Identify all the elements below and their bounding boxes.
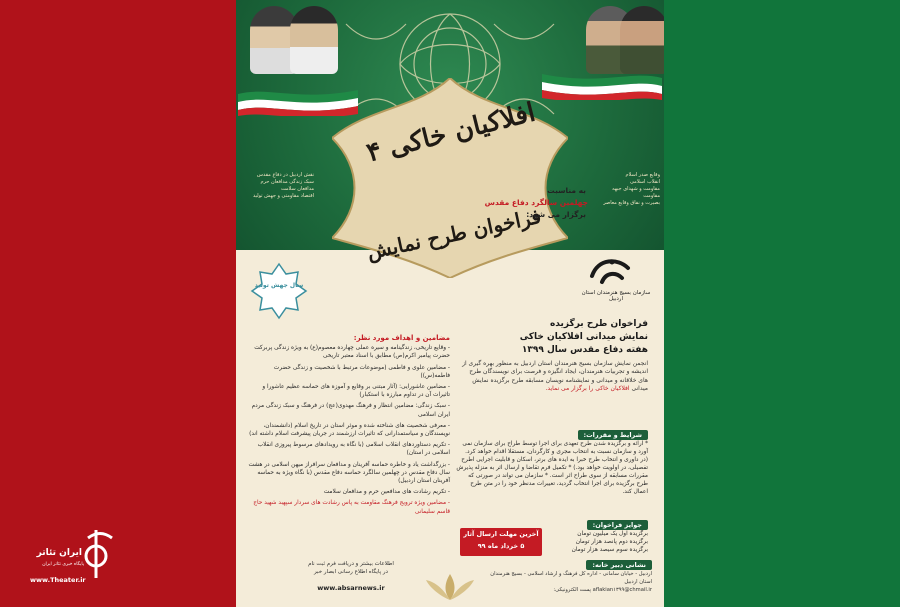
secretariat-email-row [476,586,652,594]
call-title-line: هفته دفاع مقدس سال ۱۳۹۹ [521,345,648,355]
secretariat-address: اردبیل - خیابان سامانی - اداره کل فرهنگ و ارشاد اسلامی - بسیج هنرمندان استان اردبیل [490,571,652,585]
side-topic: بصیرت و نفاق وقایع معاصر [603,200,660,206]
topic-item: - تکریم رشادت های مدافعین حرم و مدافعان سلامت [323,489,450,496]
prize-line: برگزیده اول یک میلیون تومان [577,531,648,537]
side-topic: مقاومت و شهدای جبهه [612,186,660,192]
prizes-tag: جوایز فراخوان: [587,520,648,530]
deadline-box [460,528,542,556]
conditions-tag: شرایط و مقررات: [578,430,648,440]
footer-info [276,560,426,576]
topics-title: مضامین و اهداف مورد نظر: [353,334,450,342]
watermark-sub: پایگاه خبری تئاتر ایران [42,562,84,567]
poster [236,0,664,607]
topic-item: - مضامین عاشورایی: (آثار مبتنی بر وقایع و آموزه های حماسه عظیم عاشورا و تاثیرات آن در تداوم مبارزه با استکبار) [262,384,450,399]
footer-website-link[interactable]: www.absarnews.ir [317,584,385,592]
occasion-label: به مناسبت [547,186,586,195]
topic-item-highlight: - مضامین ویژه ترویج فرهنگ مقاومت به پاس رشادت های سردار سپهبد شهید حاج قاسم سلیمانی [253,500,450,515]
side-topic: وقایع صدر اسلام [625,172,660,178]
occasion-held: برگزار می شود: [526,210,586,219]
side-topics-left [240,172,314,222]
secretariat-email[interactable]: aflakian۱۳۹۹@chmail.ir [592,587,652,593]
portrait-4 [620,6,664,74]
flag-red-band [0,0,236,607]
poster-title-sub: فراخوان طرح نمایش [364,203,544,265]
call-title [456,318,648,357]
intro-text-red: افلاکیان خاکی را برگزار می نماید. [545,385,630,393]
flag-green-band [664,0,900,607]
secretariat-email-label: پست الکترونیکی: [553,587,591,593]
prize-line: برگزیده سوم سیصد هزار تومان [571,547,648,553]
conditions-text: * ارائه و برگزیده شدن طرح تعهدی برای اجرا توسط طراح برای سازمان نمی آورد و سازمان نسبت به انتخاب مجری و کارگردان، مستقلا اقدام خواهد کرد. (در داوری و انتخاب طرح خبرا به ایده های برتر، اسکان و قابلیت اجرایی اطرح تفصیلی، در اولویت خواهد بود.) * تکمیل فرم تقاضا و ارسال اثر به منزله پذیرش مقررات مسابقه از سوی طراح اثر است. * سازمان می تواند در صورتی که طرح برگزیده برای اجرا انتخاب گردید، تغییرات مدنظر خود را در متن طرح اعمال کند. [456,441,648,495]
watermark-url[interactable]: www.Theater.ir [30,576,86,584]
portrait-2 [290,6,338,74]
call-title-line: نمایش میدانی افلاکیان خاکی [519,332,648,342]
lotus-ornament-icon [422,570,478,604]
side-topic: مقاومت [643,193,660,199]
prize-line: برگزیده دوم پانصد هزار تومان [575,539,648,545]
poster-title-main: افلاکیان خاکی ۴ [363,97,539,169]
organization-name: سازمان بسیج هنرمندان استان اردبیل [581,290,651,302]
side-topic: سبک زندگی مدافعان حرم [260,179,314,185]
secretariat-section [476,560,652,594]
side-topic: مدافعان سلامت [280,186,314,192]
intro-paragraph [462,360,648,394]
secretariat-tag: نشانی دبیر خانه: [586,560,652,570]
side-topic: انقلاب اسلامی [630,179,660,185]
deadline-date: ۵ خرداد ماه ۹۹ [477,542,525,550]
topic-item: - تکریم دستاوردهای انقلاب اسلامی (با نگاه به رویدادهای مرسوط پیروزی انقلاب اسلامی در استان) [257,442,450,457]
badge-text: سال جهش تولید [254,282,304,289]
production-year-badge-icon [250,262,308,320]
topic-item: - مضامین علوی و فاطمی (موضوعات مرتبط با شخصیت و زندگی حضرت فاطمه(س)) [273,364,450,379]
topics-section [248,334,450,519]
intro-text: انجمن نمایش سازمان بسیج هنرمندان استان اردبیل به منظور بهره گیری از اندیشه و تجربیات هنرمندان، ایجاد انگیزه و فرصت برای نویسندگان طرح های خلاقانه و میدانی و نمایشنامه نویسان مسابقه طرح برگزیده نمایش میدانی [462,360,648,393]
watermark-name: ایران تئاتر [36,548,82,558]
topic-item: - معرفی شخصیت های شناخته شده و موثر استان در تاریخ اسلام (دانشمندان، نویسندگان و سیاستمدارانی که تاثیرات ارزشمند در جریان پیشرفت اسلام داشته اند) [249,422,450,438]
deadline-title: آخرین مهلت ارسال آثار [463,530,539,538]
side-topic: نقش اردبیل در دفاع مقدس [256,172,314,178]
prizes-section [554,520,648,554]
occasion-anniversary: چهلمین سالگرد دفاع مقدس [484,198,588,207]
topic-item: - وقایع تاریخی، زندگینامه و سیره عملی چهارده معصوم(ع) به ویژه زندگی پربرکت حضرت پیامبر اکرم(ص) مطابق با اسناد معتبر تاریخی [254,345,450,360]
topic-item: - بزرگداشت یاد و خاطره حماسه آفرینان و مدافعان سرافراز میهن اسلامی در هشت سال دفاع مقدس در چهلمین سالگرد حماسه دفاع مقدس (با نگاه ویژه به حماسه آفرینان استان اردبیل) [248,461,450,485]
footer-info-line: اطلاعات بیشتر و دریافت فرم ثبت نام [308,561,394,567]
conditions-section [456,430,648,496]
footer-info-line: در پایگاه اطلاع رسانی ابصار خبر [314,569,388,575]
side-topic: اقتصاد مقاومتی و جهش تولید [252,193,314,199]
call-title-line: فراخوان طرح برگزیده [549,319,648,329]
organization-logo-icon [588,252,632,288]
side-topics-right [586,172,660,222]
topic-item: - سبک زندگی: مضامین انتظار و فرهنگ مهدوی(عج) در فرهنگ و سبک زندگی مردم ایران اسلامی [251,403,450,418]
